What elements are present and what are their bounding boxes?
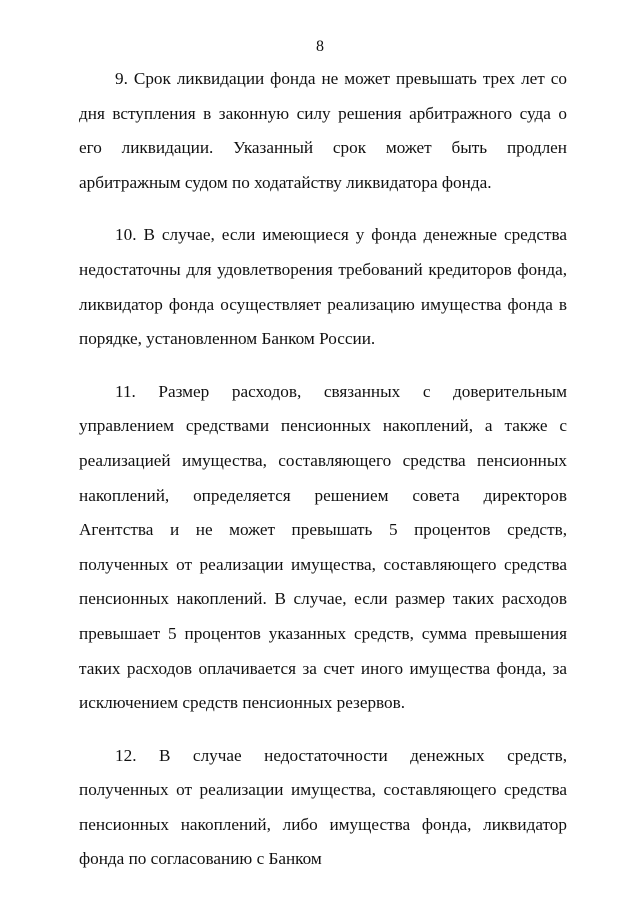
paragraph-11: 11. Размер расходов, связанных с доверительным управлением средствами пенсионных накоплений, а также с реализацией имущества, составляющего средства пенсионных накоплений, определяется решением совета директоров Агентства и не может превышать 5 процентов средств, полученных от реализации имущества, составляющего средства пенсионных накоплений. В случае, если размер таких расходов превышает 5 процентов указанных средств, сумма превышения таких расходов оплачивается за счет иного имущества фонда, за исключением средств пенсионных резервов.: [79, 381, 567, 713]
document-body: [79, 62, 567, 877]
page-number: 8: [316, 38, 324, 55]
paragraph-12: 12. В случае недостаточности денежных средств, полученных от реализации имущества, составляющего средства пенсионных накоплений, либо имущества фонда, ликвидатор фонда по согласованию с Банком: [79, 745, 567, 869]
paragraph-9: 9. Срок ликвидации фонда не может превышать трех лет со дня вступления в законную силу решения арбитражного суда о его ликвидации. Указанный срок может быть продлен арбитражным судом по ходатайству ликвидатора фонда.: [79, 69, 567, 192]
paragraph-10: 10. В случае, если имеющиеся у фонда денежные средства недостаточны для удовлетворения требований кредиторов фонда, ликвидатор фонда осуществляет реализацию имущества фонда в порядке, установленном Банком России.: [79, 225, 567, 349]
